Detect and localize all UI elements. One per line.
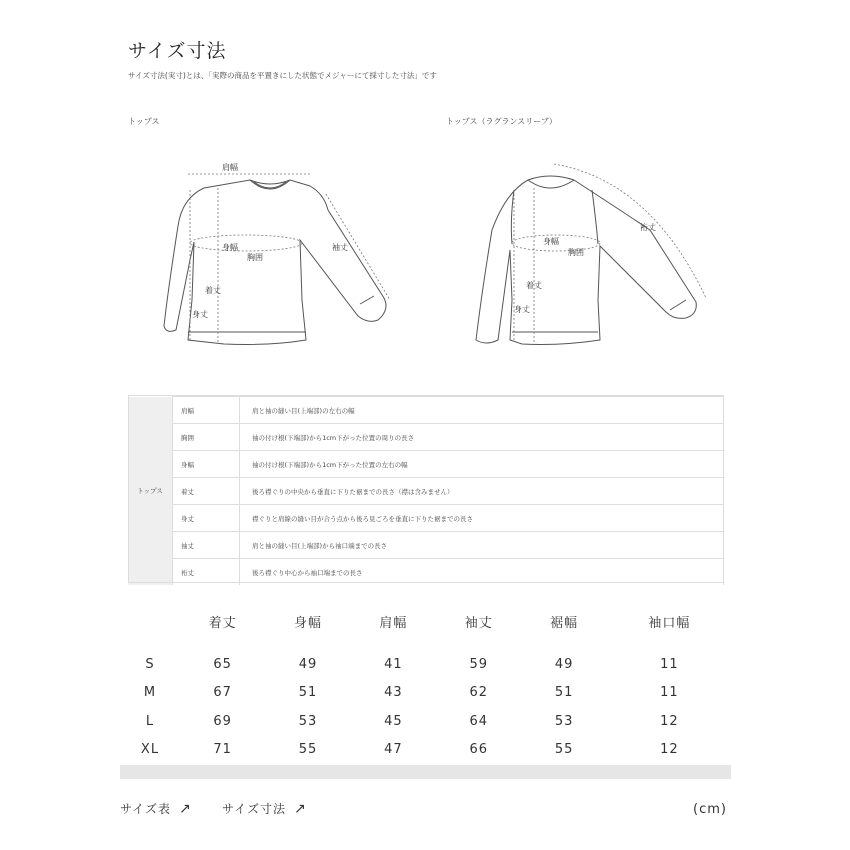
sleeve-label: 袖丈 <box>332 243 348 252</box>
tops-diagram <box>160 150 400 360</box>
column-header: 肩幅 <box>379 615 408 631</box>
body-width-label: 身幅 <box>222 243 238 252</box>
column-header: 袖口幅 <box>648 615 691 631</box>
desc-cell: 袖の付け根(下端部)から1cm下がった位置の左右の幅 <box>240 451 724 478</box>
size-label: S <box>145 656 155 672</box>
size-chart-link-label: サイズ表 <box>120 802 172 816</box>
value-cell: 12 <box>660 713 679 729</box>
value-cell: 11 <box>660 656 679 672</box>
value-cell: 59 <box>469 656 489 672</box>
value-cell: 51 <box>298 685 318 701</box>
value-cell: 64 <box>469 713 489 729</box>
column-header: 身幅 <box>294 615 323 631</box>
value-cell: 66 <box>469 742 489 758</box>
table-row <box>120 736 732 765</box>
divider-bar <box>120 765 731 779</box>
raglan-body-length-label: 身丈 <box>514 305 530 314</box>
raglan-chest-label: 胸囲 <box>568 248 584 257</box>
value-cell: 41 <box>384 656 403 672</box>
size-label: M <box>143 685 157 701</box>
value-cell: 67 <box>213 685 232 701</box>
page-title: サイズ寸法 <box>128 40 227 62</box>
tops-diagram-label: トップス <box>128 117 160 126</box>
table-row <box>120 707 732 736</box>
term-cell: 肩幅 <box>173 397 240 424</box>
column-header: 袖丈 <box>464 615 493 631</box>
value-cell: 65 <box>213 656 232 672</box>
value-cell: 49 <box>298 656 318 672</box>
desc-cell: 肩と袖の縫い目(上端部)から袖口端までの長さ <box>240 532 724 559</box>
size-dimensions-link[interactable] <box>222 800 307 817</box>
size-label: XL <box>140 742 160 758</box>
desc-cell: 後ろ襟ぐり中心から袖口端までの長さ <box>240 559 724 586</box>
north-east-arrow-icon: ↗ <box>179 801 192 817</box>
body-length-label: 身丈 <box>192 310 208 319</box>
definitions-table <box>128 396 724 585</box>
value-cell: 55 <box>554 742 574 758</box>
table-row <box>120 650 732 679</box>
table-row <box>128 532 724 559</box>
term-cell: 胸囲 <box>173 424 240 451</box>
desc-cell: 襟ぐりと肩線の縫い目が合う点から後ろ見ごろを垂直に下りた裾までの長さ <box>240 505 724 532</box>
desc-cell: 肩と袖の縫い目(上端部)の左右の幅 <box>240 397 724 424</box>
unit-label: (cm) <box>693 802 727 817</box>
term-cell: 裄丈 <box>173 559 240 586</box>
value-cell: 62 <box>469 685 489 701</box>
column-header: 裾幅 <box>550 615 579 631</box>
table-row <box>128 559 724 586</box>
raglan-length-label: 着丈 <box>526 281 542 290</box>
value-cell: 45 <box>384 713 403 729</box>
raglan-body-width-label: 身幅 <box>543 237 559 246</box>
table-row <box>128 424 724 451</box>
value-cell: 51 <box>554 685 574 701</box>
size-label: L <box>145 713 155 729</box>
page-subtitle: サイズ寸法(実寸)とは、「実際の商品を平置きにした状態でメジャーにて採寸した寸法」です <box>128 71 437 80</box>
value-cell: 11 <box>660 685 679 701</box>
table-row <box>120 679 732 708</box>
value-cell: 55 <box>298 742 318 758</box>
term-cell: 袖丈 <box>173 532 240 559</box>
raglan-diagram <box>470 150 720 360</box>
value-cell: 43 <box>384 685 403 701</box>
size-dimensions-link-label: サイズ寸法 <box>222 802 287 816</box>
table-row <box>128 505 724 532</box>
corner-cell <box>120 604 180 638</box>
yuki-label: 裄丈 <box>640 223 656 232</box>
table-row <box>128 397 724 424</box>
table-row <box>128 478 724 505</box>
value-cell: 49 <box>554 656 574 672</box>
chest-label: 胸囲 <box>247 253 263 262</box>
raglan-diagram-label: トップス（ラグランスリーブ） <box>446 117 557 126</box>
shoulder-label: 肩幅 <box>222 163 238 172</box>
column-header: 着丈 <box>208 615 237 631</box>
category-cell: トップス <box>128 397 173 586</box>
value-cell: 12 <box>660 742 679 758</box>
value-cell: 53 <box>298 713 318 729</box>
desc-cell: 後ろ襟ぐりの中央から垂直に下りた裾までの長さ（襟は含みません） <box>240 478 724 505</box>
value-cell: 71 <box>213 742 232 758</box>
north-east-arrow-icon: ↗ <box>294 801 307 817</box>
size-table-header <box>120 604 732 638</box>
length-label: 着丈 <box>205 286 221 295</box>
table-row <box>128 451 724 478</box>
term-cell: 身丈 <box>173 505 240 532</box>
term-cell: 身幅 <box>173 451 240 478</box>
size-table <box>120 604 732 764</box>
value-cell: 69 <box>213 713 232 729</box>
value-cell: 47 <box>384 742 403 758</box>
term-cell: 着丈 <box>173 478 240 505</box>
desc-cell: 袖の付け根(下端部)から1cm下がった位置の周りの長さ <box>240 424 724 451</box>
value-cell: 53 <box>554 713 574 729</box>
size-chart-link[interactable] <box>120 800 192 817</box>
